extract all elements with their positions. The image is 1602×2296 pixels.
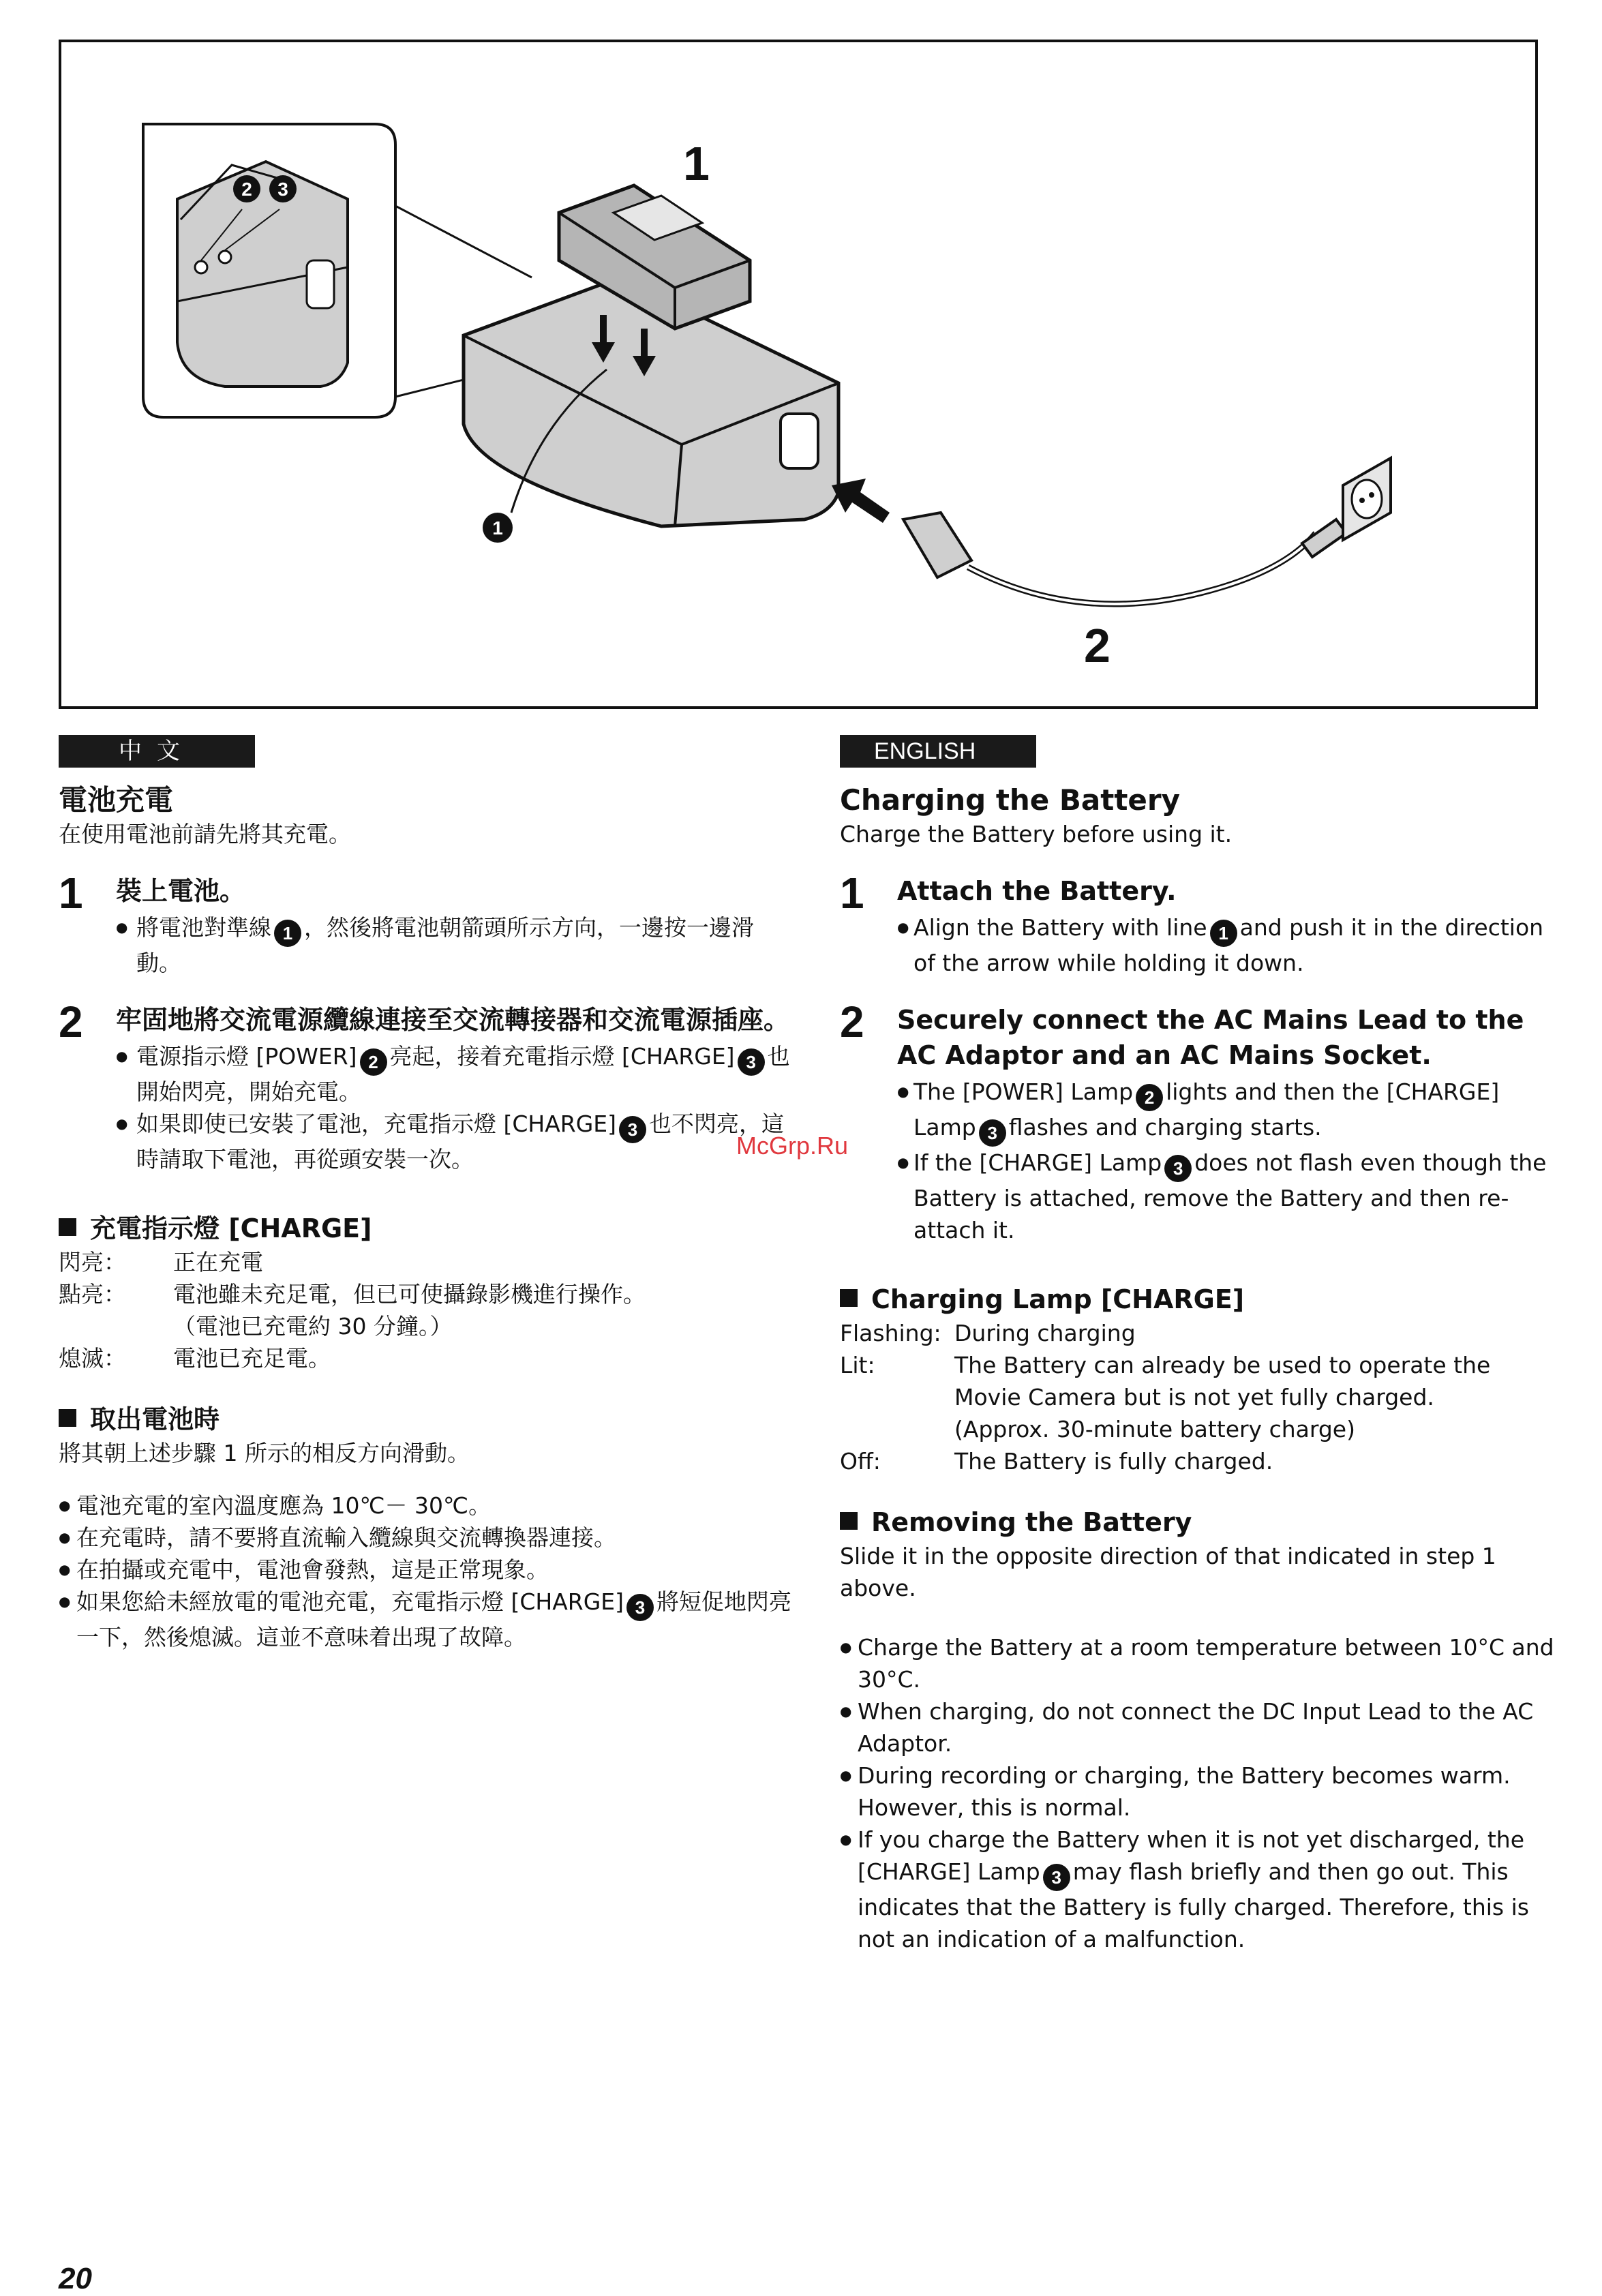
- zh-lamp-flash-row: [59, 1246, 795, 1278]
- chinese-language-tab: 中文: [59, 735, 255, 768]
- marker-3-icon: 3: [619, 1116, 646, 1143]
- en-lit-value-2: (Approx. 30-minute battery charge): [954, 1416, 1355, 1442]
- zh-charging-start-text: 也開始閃亮，開始充電。: [136, 1043, 790, 1105]
- en-intro: Charge the Battery before using it.: [840, 821, 1233, 847]
- en-step-1-bullet: [897, 911, 1556, 979]
- en-charge-lamp-text: lights and then the [CHARGE] Lamp: [913, 1078, 1500, 1141]
- charger-diagram: [61, 42, 1541, 712]
- zh-note-3: ● 在拍攝或充電中，電池會發熱，這是正常現象。: [59, 1554, 795, 1586]
- zh-lamp-off-row: [59, 1342, 795, 1374]
- zh-step-1-title: 裝上電池。: [116, 876, 246, 906]
- zh-note-1: ● 電池充電的室內溫度應為 10℃－ 30℃。: [59, 1490, 795, 1522]
- zh-charge-lamp-text: 亮起，接着充電指示燈 [CHARGE]: [389, 1043, 735, 1070]
- watermark-link[interactable]: McGrp.Ru: [736, 1132, 849, 1160]
- en-off-value: The Battery is fully charged.: [954, 1448, 1273, 1475]
- en-title: Charging the Battery: [840, 783, 1180, 817]
- en-note-4: [840, 1824, 1556, 1955]
- en-flash-value: During charging: [954, 1320, 1136, 1346]
- en-note-3: ● During recording or charging, the Battery becomes warm. However, this is normal.: [840, 1759, 1556, 1824]
- zh-step-1-number: 1: [59, 868, 83, 918]
- zh-step-1: [59, 868, 795, 979]
- figure-label-1: 1: [683, 137, 710, 190]
- en-flash-key: Flashing:: [840, 1320, 941, 1346]
- marker-3-icon: 3: [738, 1048, 765, 1076]
- marker-3-icon: 3: [626, 1594, 654, 1621]
- en-step-1-bullet-text-end: and push it in the direction of the arrow while holding it down.: [913, 914, 1544, 976]
- wall-socket-icon: [1343, 458, 1391, 540]
- callout-1: [483, 513, 513, 543]
- en-off-key: Off:: [840, 1448, 881, 1475]
- chinese-column: [59, 735, 795, 1653]
- zh-step-2: [59, 997, 795, 1175]
- zh-lit-value-2: （電池已充電約 30 分鐘。）: [173, 1313, 453, 1340]
- en-step-1-bullets: [897, 911, 1556, 979]
- zh-power-lamp-text: 電源指示燈 [POWER]: [136, 1043, 357, 1070]
- zh-lamp-heading: [59, 1211, 795, 1246]
- en-lamp-heading: [840, 1282, 1556, 1317]
- en-step-2-bullets: [897, 1076, 1556, 1246]
- square-bullet-icon: [59, 1409, 76, 1427]
- zh-flash-value: 正在充電: [173, 1249, 263, 1275]
- callout-1-text: 1: [492, 517, 503, 539]
- zh-remove-text: 將其朝上述步驟 1 所示的相反方向滑動。: [59, 1440, 470, 1466]
- zh-note-4-text: 如果您給未經放電的電池充電，充電指示燈 [CHARGE]: [76, 1588, 624, 1615]
- zh-step-1-bullet-text-end: ，然後將電池朝箭頭所示方向，一邊按一邊滑動。: [136, 914, 754, 976]
- inset-callout-2: [233, 175, 260, 202]
- en-lamp-lit-row: [840, 1349, 1556, 1445]
- zh-off-value: 電池已充足電。: [173, 1345, 331, 1372]
- zh-remove-title: 取出電池時: [90, 1404, 220, 1434]
- en-note-2: ● When charging, do not connect the DC Input Lead to the AC Adaptor.: [840, 1695, 1556, 1759]
- zh-step-1-bullets: [116, 911, 795, 979]
- figure-label-2: 2: [1084, 619, 1110, 672]
- zh-step-1-bullet: [116, 911, 795, 979]
- en-lit-values: [954, 1349, 1556, 1445]
- marker-1-icon: 1: [274, 920, 301, 947]
- square-bullet-icon: [59, 1218, 76, 1236]
- inset-leader-top: [395, 206, 532, 277]
- en-remove-title: Removing the Battery: [871, 1507, 1192, 1537]
- zh-flash-key: 閃亮：: [59, 1249, 126, 1275]
- zh-off-key: 熄滅：: [59, 1345, 126, 1372]
- english-column: [840, 735, 1556, 1955]
- zh-lit-values: [173, 1278, 646, 1342]
- en-no-flash-text: If the [CHARGE] Lamp: [913, 1149, 1162, 1176]
- inset-detail: [143, 124, 395, 417]
- charging-illustration: [59, 40, 1538, 709]
- zh-lit-value: 電池雖未充足電，但已可使攝錄影機進行操作。: [173, 1281, 646, 1308]
- en-step-1-number: 1: [840, 868, 864, 918]
- en-remove-heading: [840, 1505, 1556, 1540]
- en-step-2-title: Securely connect the AC Mains Lead to the AC Adaptor and an AC Mains Socket.: [897, 1005, 1524, 1070]
- zh-lamp-lit-row: [59, 1278, 795, 1342]
- en-remove-text: Slide it in the opposite direction of that indicated in step 1 above.: [840, 1543, 1496, 1601]
- mains-lead-icon: [903, 509, 1365, 604]
- zh-step-2-bullet-1: [116, 1040, 795, 1108]
- en-note-4-text: If you charge the Battery when it is not yet discharged, the [CHARGE] Lamp: [858, 1826, 1525, 1885]
- en-lamp-title: Charging Lamp [CHARGE]: [871, 1284, 1245, 1314]
- en-note-1: ● Charge the Battery at a room temperature between 10°C and 30°C.: [840, 1631, 1556, 1695]
- zh-notes: [59, 1490, 795, 1653]
- marker-3-icon: 3: [1043, 1864, 1070, 1891]
- zh-remove-heading: [59, 1402, 795, 1437]
- marker-3-icon: 3: [1164, 1155, 1192, 1182]
- zh-lit-key: 點亮：: [59, 1281, 126, 1308]
- en-step-2-number: 2: [840, 997, 864, 1046]
- zh-intro: 在使用電池前請先將其充電。: [59, 821, 351, 847]
- plug-arrow-icon: [832, 479, 890, 523]
- page-number: 20: [59, 2262, 92, 2295]
- en-note-4-text-end: may flash briefly and then go out. This indicates that the Battery is fully charged. Therefore, this is not an indication of a malfunction.: [858, 1858, 1529, 1952]
- marker-1-icon: 1: [1210, 920, 1237, 947]
- marker-2-icon: 2: [360, 1048, 387, 1076]
- zh-lamp-title: 充電指示燈 [CHARGE]: [90, 1213, 372, 1243]
- zh-reattach-text: 也不閃亮，這時請取下電池，再從頭安裝一次。: [136, 1111, 785, 1173]
- en-notes: [840, 1631, 1556, 1955]
- marker-3-icon: 3: [979, 1119, 1006, 1147]
- en-step-1-bullet-text: Align the Battery with line: [913, 914, 1207, 941]
- inset-callout-3-text: 3: [277, 179, 288, 200]
- zh-step-2-title: 牢固地將交流電源纜線連接至交流轉接器和交流電源插座。: [116, 1005, 790, 1035]
- en-lit-value: The Battery can already be used to operate the Movie Camera but is not yet fully charged.: [954, 1352, 1491, 1410]
- zh-step-1-bullet-text: 將電池對準線: [136, 914, 271, 941]
- en-step-1-title: Attach the Battery.: [897, 876, 1177, 906]
- zh-note-2: ● 在充電時，請不要將直流輸入纜線與交流轉換器連接。: [59, 1522, 795, 1554]
- marker-2-icon: 2: [1136, 1084, 1163, 1111]
- en-step-2: [840, 997, 1556, 1246]
- zh-step-2-bullet-2: [116, 1108, 795, 1175]
- en-step-1: [840, 868, 1556, 979]
- en-charging-start-text: flashes and charging starts.: [1008, 1114, 1322, 1141]
- en-lamp-off-row: [840, 1445, 1556, 1477]
- inset-callout-3: [269, 175, 297, 202]
- en-step-2-bullet-2: [897, 1147, 1556, 1246]
- zh-no-flash-text: 如果即使已安裝了電池，充電指示燈 [CHARGE]: [136, 1111, 617, 1137]
- en-lit-key: Lit:: [840, 1352, 875, 1378]
- english-language-tab: ENGLISH: [840, 735, 1036, 768]
- en-lamp-flash-row: [840, 1317, 1556, 1349]
- en-power-lamp-text: The [POWER] Lamp: [913, 1078, 1134, 1105]
- square-bullet-icon: [840, 1512, 858, 1530]
- en-step-2-bullet-1: [897, 1076, 1556, 1147]
- square-bullet-icon: [840, 1289, 858, 1307]
- inset-callout-2-text: 2: [241, 179, 252, 200]
- en-reattach-text: does not flash even though the Battery is attached, remove the Battery and then re-attach it.: [913, 1149, 1547, 1243]
- zh-title: 電池充電: [59, 783, 174, 817]
- zh-step-2-bullets: [116, 1040, 795, 1175]
- zh-note-4: [59, 1586, 795, 1653]
- zh-note-4-text-end: 將短促地閃亮一下，然後熄滅。這並不意味着出現了故障。: [76, 1588, 792, 1650]
- zh-step-2-number: 2: [59, 997, 83, 1046]
